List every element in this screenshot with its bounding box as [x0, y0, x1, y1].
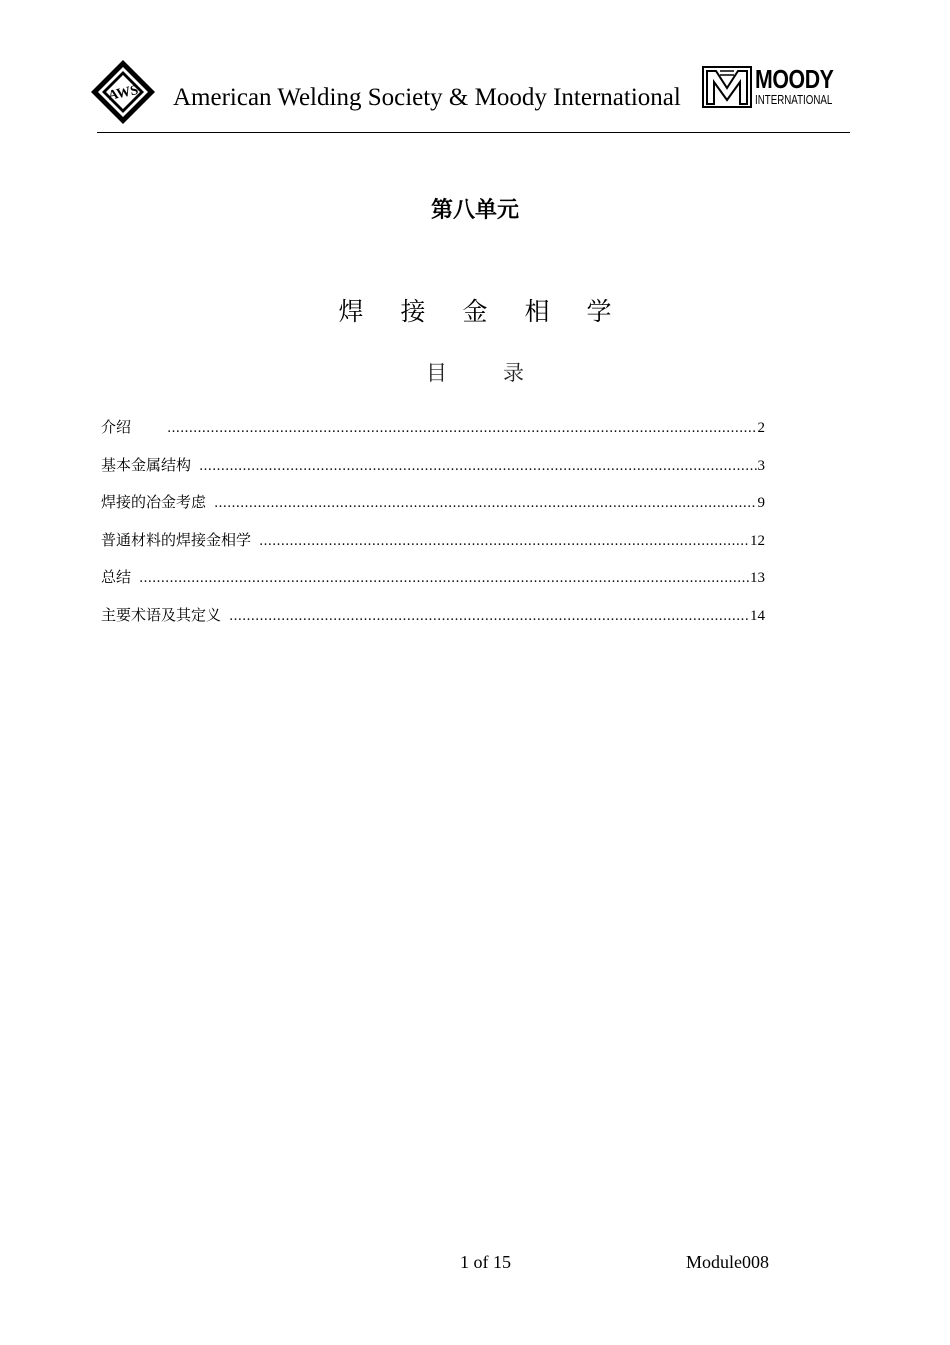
toc-entry-label: 普通材料的焊接金相学 — [101, 530, 252, 549]
toc-leader-dots — [199, 459, 756, 474]
toc-entry-label: 焊接的冶金考虑 — [101, 493, 207, 511]
unit-title: 第八单元 — [430, 198, 519, 223]
aws-logo — [89, 58, 157, 126]
aws-logo-text: AWS — [106, 82, 140, 104]
toc-entry-page: 12 — [750, 532, 765, 549]
toc-leader-dots — [167, 421, 756, 436]
toc-entry[interactable] — [101, 416, 765, 454]
toc-entry[interactable] — [101, 566, 765, 604]
main-title: 焊接金相学 — [338, 297, 649, 326]
table-of-contents — [101, 416, 765, 641]
toc-entry[interactable] — [101, 604, 765, 642]
toc-entry-page: 2 — [757, 420, 765, 436]
moody-logo — [702, 66, 837, 110]
toc-entry-label: 介绍 — [101, 418, 132, 436]
footer-page-number: 1 of 15 — [460, 1252, 511, 1272]
page-header — [97, 56, 850, 133]
toc-entry[interactable] — [101, 529, 765, 567]
toc-entry-page: 3 — [757, 457, 765, 474]
toc-leader-dots — [214, 496, 756, 511]
toc-entry-label: 基本金属结构 — [101, 455, 192, 474]
toc-heading: 目录 — [426, 361, 580, 385]
toc-entry-label: 总结 — [101, 568, 132, 586]
toc-entry[interactable] — [101, 491, 765, 529]
toc-entry-page: 14 — [750, 607, 765, 624]
toc-entry-page: 13 — [750, 570, 765, 586]
moody-m-mark — [702, 66, 752, 108]
toc-leader-dots — [139, 571, 749, 586]
moody-logo-sub: INTERNATIONAL — [755, 92, 833, 107]
toc-entry-label: 主要术语及其定义 — [101, 605, 222, 624]
toc-entry-page: 9 — [757, 495, 765, 511]
header-title: American Welding Society & Moody International — [173, 84, 681, 111]
footer-module-id: Module008 — [686, 1252, 769, 1272]
moody-logo-name: MOODY — [755, 64, 834, 94]
toc-entry[interactable] — [101, 454, 765, 492]
toc-leader-dots — [229, 609, 749, 624]
toc-leader-dots — [259, 534, 749, 549]
